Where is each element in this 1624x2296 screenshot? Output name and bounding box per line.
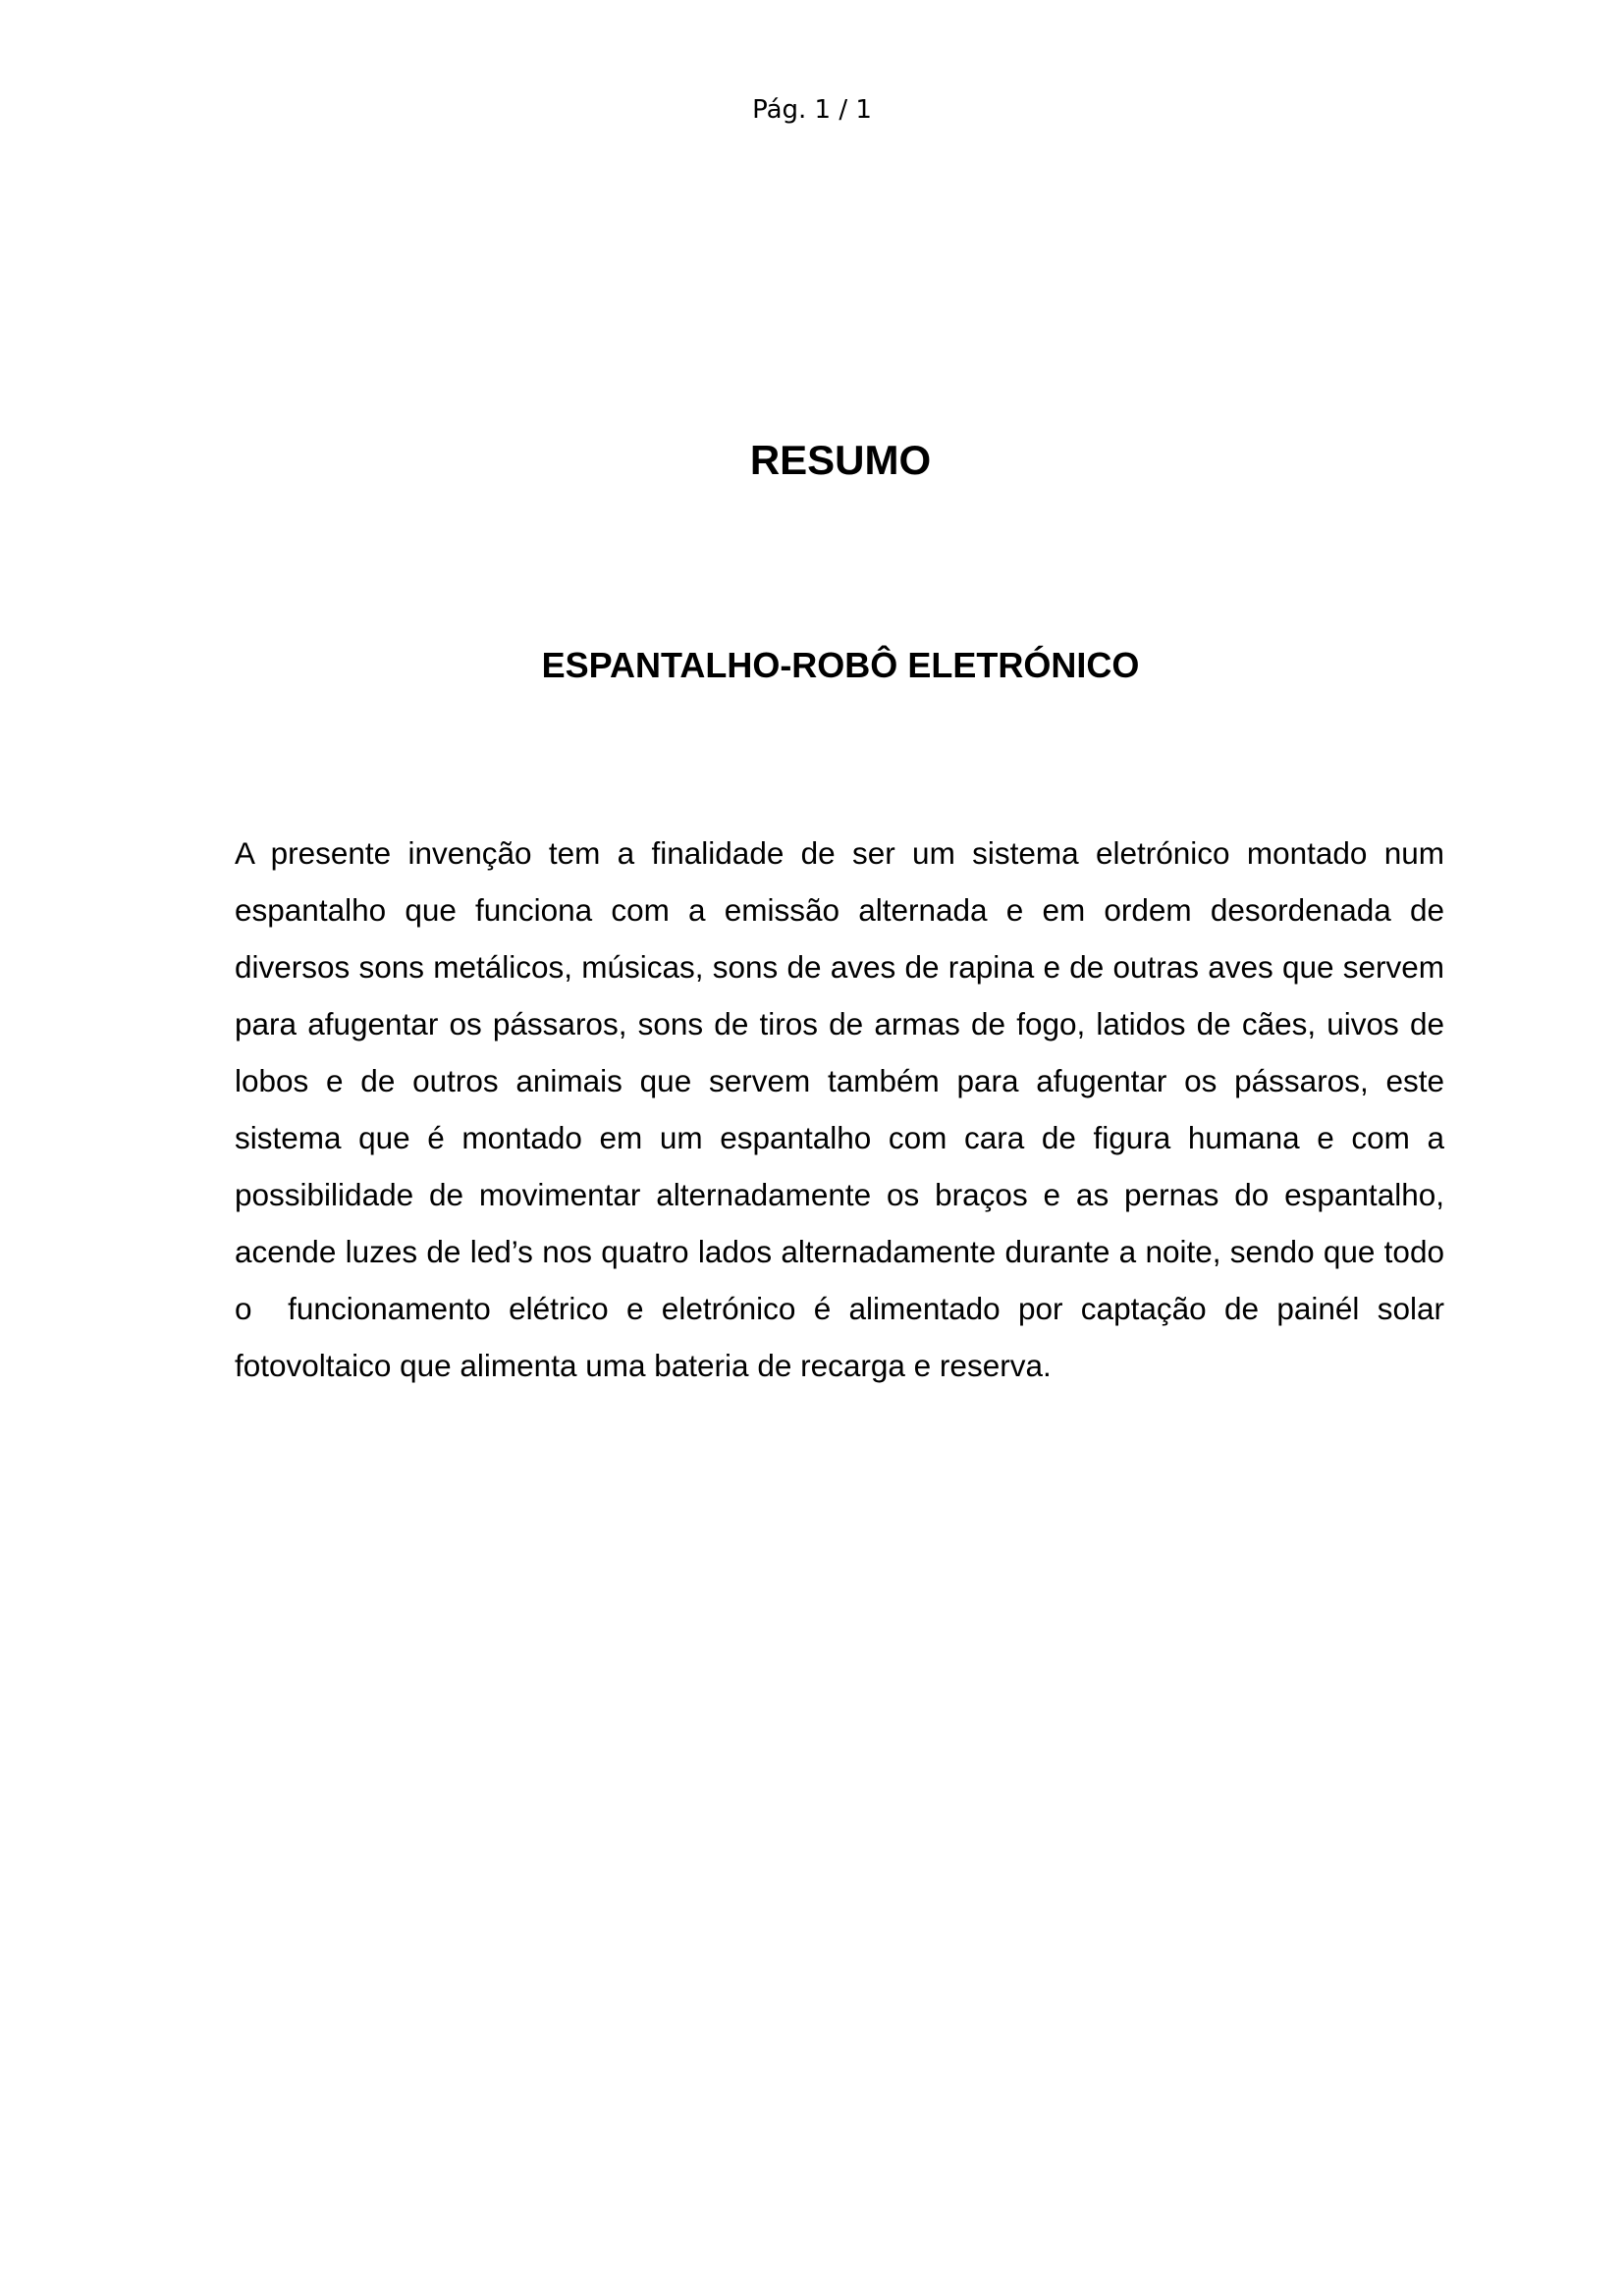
document-title: ESPANTALHO-ROBÔ ELETRÓNICO [541,645,1140,685]
abstract-paragraph: A presente invenção tem a finalidade de ser um sistema eletrónico montado num espantalho que funciona com a emissão alternada e em ordem desordenada de diversos sons metálicos, músicas, sons de aves de rapina e de outras aves que servem para afugentar os pássaros, sons de tiros de armas de fogo, latidos de cães, uivos de lobos e de outros animais que servem também para afugentar os pássaros, este sistema que é montado em um espantalho com cara de figura humana e com a possibilidade de movimentar alternadamente os braços e as pernas do espantalho, acende luzes de led’s nos quatro lados alternadamente durante a noite, sendo que todo o funcionamento elétrico e eletrónico é alimentado por captação de painél solar fotovoltaico que alimenta uma bateria de recarga e reserva. [235,835,1453,1383]
section-title: RESUMO [749,437,932,483]
page-number-header: Pág. 1 / 1 [752,95,872,125]
